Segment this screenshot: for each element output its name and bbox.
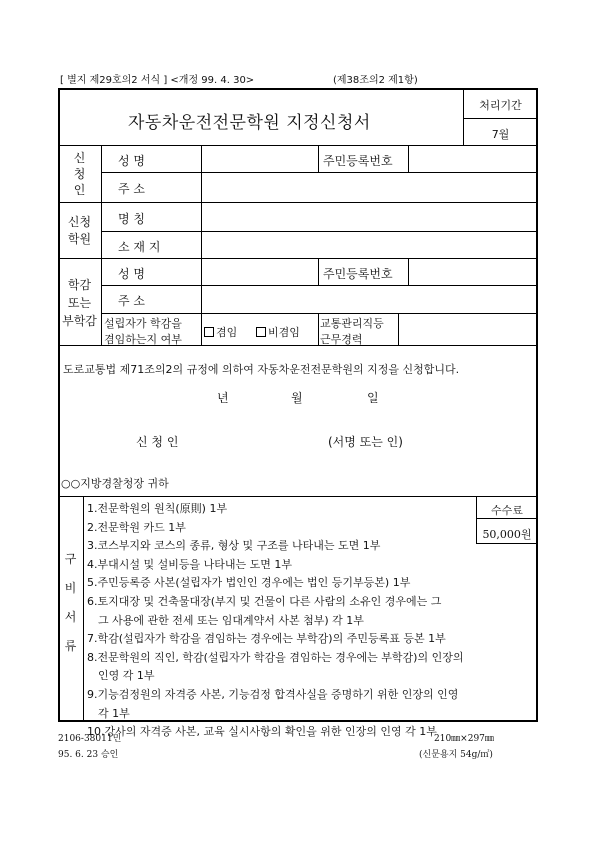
applicant-section-label: 신 청 인 bbox=[73, 151, 86, 197]
school-location-field[interactable] bbox=[202, 232, 536, 257]
application-statement: 도로교통법 제71조의2의 규정에 의하여 자동차운전전문학원의 지정을 신청합니다. bbox=[63, 363, 460, 376]
fee-value: 50,000원 bbox=[482, 528, 532, 541]
applicant-name-field[interactable] bbox=[202, 146, 317, 171]
document-item: 6.토지대장 및 건축물대장(부지 및 건물이 다른 사람의 소유인 경우에는 그 bbox=[87, 594, 442, 608]
school-name-label: 명 칭 bbox=[118, 212, 145, 226]
applicant-address-field[interactable] bbox=[202, 173, 536, 201]
footer-paper: (신문용지 54g/㎡) bbox=[419, 750, 493, 760]
document-item: 8.전문학원의 직인, 학감(설립자가 학감을 겸임하는 경우에는 부학감)의 인장의 bbox=[87, 650, 464, 664]
applicant-rrn-label: 주민등록번호 bbox=[323, 154, 393, 168]
career-field[interactable] bbox=[399, 314, 536, 344]
footer-approval: 95. 6. 23 승인 bbox=[58, 750, 119, 760]
supervisor-rrn-field[interactable] bbox=[409, 259, 536, 284]
supervisor-section-label: 학감 또는 부학감 bbox=[62, 278, 97, 328]
document-item: 1.전문학원의 원칙(原則) 1부 bbox=[87, 502, 228, 515]
date-year-label: 년 bbox=[217, 391, 229, 405]
footer-code: 2106-38011민 bbox=[58, 734, 122, 744]
document-item: 7.학감(설립자가 학감을 겸임하는 경우에는 부학감)의 주민등록표 등본 1부 bbox=[87, 632, 446, 646]
article-reference: (제38조의2 제1항) bbox=[333, 75, 418, 86]
applicant-name-label: 성 명 bbox=[118, 154, 145, 168]
supervisor-address-label: 주 소 bbox=[118, 294, 145, 308]
processing-period-label: 처리기간 bbox=[479, 99, 522, 112]
processing-period-value: 7월 bbox=[491, 128, 510, 141]
supervisor-name-label: 성 명 bbox=[118, 267, 145, 281]
form-reference: [ 별지 제29호의2 서식 ] <개정 99. 4. 30> bbox=[60, 75, 255, 86]
applicant-address-label: 주 소 bbox=[118, 182, 145, 196]
career-label: 교통관리직등 근무경력 bbox=[320, 317, 384, 346]
school-location-label: 소 재 지 bbox=[118, 240, 161, 254]
document-item: 4.부대시설 및 설비등을 나타내는 도면 1부 bbox=[87, 557, 292, 571]
non-concurrent-option[interactable]: 비겸임 bbox=[256, 324, 300, 340]
concurrent-checkbox[interactable] bbox=[204, 327, 214, 337]
documents-section-label: 구 비 서 류 bbox=[64, 552, 77, 653]
concurrent-question-label: 설립자가 학감을 겸임하는지 여부 bbox=[104, 317, 182, 346]
non-concurrent-checkbox[interactable] bbox=[256, 327, 266, 337]
footer-size: 210㎜×297㎜ bbox=[434, 734, 494, 744]
document-item: 5.주민등록증 사본(설립자가 법인인 경우에는 법인 등기부등본) 1부 bbox=[87, 576, 411, 590]
concurrent-option[interactable]: 겸임 bbox=[204, 324, 237, 340]
document-item: 그 사용에 관한 전세 또는 임대계약서 사본 첨부) 각 1부 bbox=[98, 613, 364, 627]
date-day-label: 일 bbox=[367, 391, 379, 405]
document-item: 10.강사의 자격증 사본, 교육 실시사항의 확인을 위한 인장의 인영 각 1부 bbox=[87, 725, 437, 739]
supervisor-address-field[interactable] bbox=[202, 286, 536, 312]
school-name-field[interactable] bbox=[202, 203, 536, 230]
school-section-label: 신청 학원 bbox=[67, 215, 92, 246]
supervisor-rrn-label: 주민등록번호 bbox=[323, 267, 393, 281]
fee-label: 수수료 bbox=[491, 504, 523, 517]
signer-label: 신 청 인 bbox=[136, 435, 179, 449]
signature-placeholder[interactable]: (서명 또는 인) bbox=[328, 435, 403, 449]
form-title: 자동차운전전문학원 지정신청서 bbox=[128, 113, 371, 133]
document-item: 2.전문학원 카드 1부 bbox=[87, 520, 186, 534]
document-item: 9.기능검정원의 자격증 사본, 기능검정 합격사실을 증명하기 위한 인장의 인영 bbox=[87, 687, 459, 701]
supervisor-name-field[interactable] bbox=[202, 259, 317, 284]
document-item: 각 1부 bbox=[98, 706, 130, 720]
applicant-rrn-field[interactable] bbox=[409, 146, 536, 171]
addressee: ○○지방경찰청장 귀하 bbox=[61, 477, 169, 490]
document-item: 인영 각 1부 bbox=[98, 669, 155, 683]
date-month-label: 월 bbox=[291, 391, 303, 405]
document-item: 3.코스부지와 코스의 종류, 형상 및 구조를 나타내는 도면 1부 bbox=[87, 539, 381, 553]
